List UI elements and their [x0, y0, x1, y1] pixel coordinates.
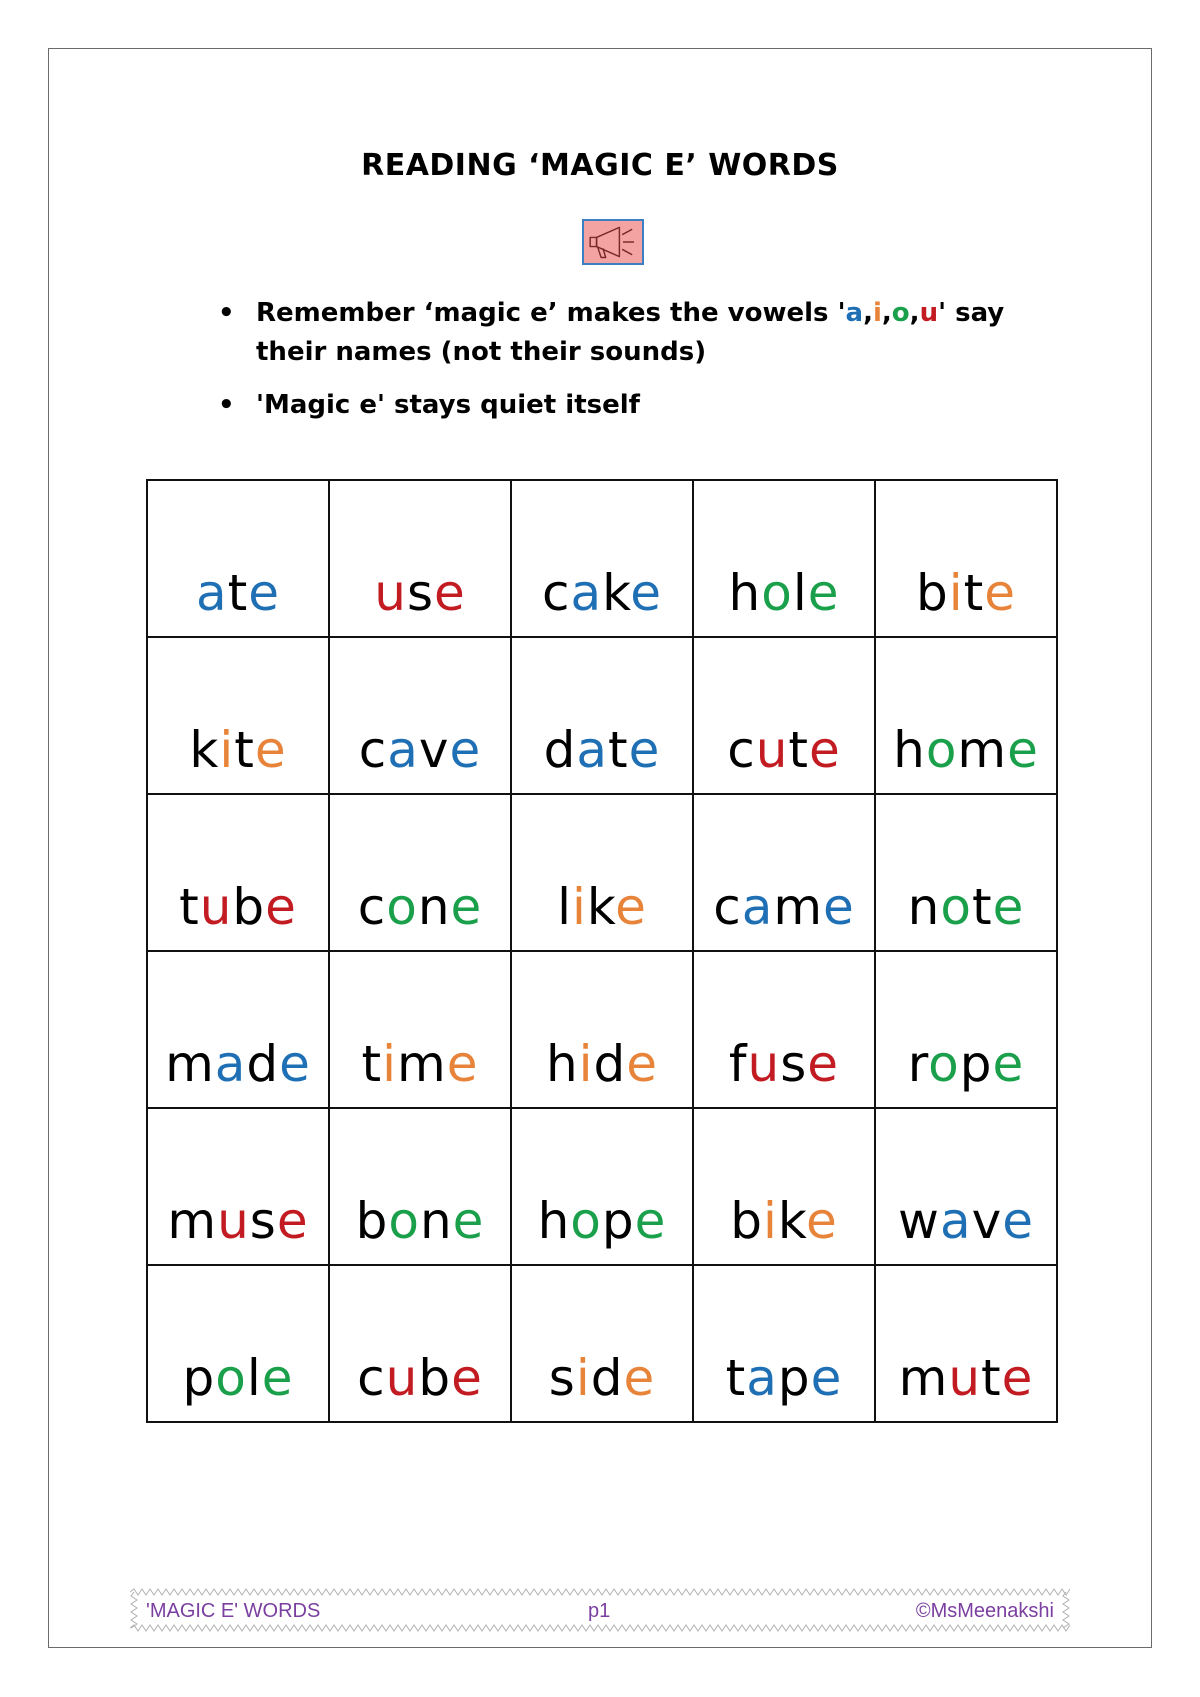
word-letter: t — [179, 878, 200, 936]
word-row — [147, 794, 1057, 951]
word-kite — [189, 721, 287, 793]
word-letter: u — [755, 721, 789, 779]
word-hide — [545, 1035, 659, 1107]
word-letter: t — [608, 721, 629, 779]
vowel-u: u — [919, 298, 939, 328]
word-letter: k — [602, 564, 631, 622]
word-tube — [179, 878, 297, 950]
word-letter: t — [725, 1349, 747, 1407]
word-letter: t — [963, 564, 985, 622]
word-letter: s — [406, 564, 434, 622]
instructions-list — [218, 294, 1018, 439]
word-made — [165, 1035, 311, 1107]
vowel-separator: , — [881, 298, 892, 328]
word-letter: c — [357, 1349, 386, 1407]
word-letter: o — [761, 564, 793, 622]
word-hole — [728, 564, 840, 636]
word-letter: e — [630, 564, 663, 622]
word-cell — [147, 1108, 329, 1265]
word-letter: e — [615, 878, 647, 936]
word-row — [147, 637, 1057, 794]
word-letter: e — [1007, 721, 1039, 779]
word-fuse — [728, 1035, 840, 1107]
word-letter: t — [227, 564, 249, 622]
word-letter: o — [940, 878, 972, 936]
word-letter: i — [762, 1192, 778, 1250]
word-letter: s — [548, 1349, 576, 1407]
word-letter: u — [199, 878, 233, 936]
word-letter: n — [419, 1192, 453, 1250]
word-letter: d — [590, 1349, 624, 1407]
word-cell — [147, 951, 329, 1108]
word-letter: k — [777, 1192, 807, 1250]
word-letter: u — [217, 1192, 250, 1250]
word-letter: a — [576, 721, 608, 779]
word-cell — [147, 794, 329, 951]
word-note — [907, 878, 1025, 950]
word-cell — [511, 794, 693, 951]
word-letter: e — [449, 721, 482, 779]
footer-left-text: 'MAGIC E' WORDS — [146, 1600, 321, 1622]
word-letter: e — [1002, 1192, 1034, 1250]
word-cell — [511, 951, 693, 1108]
word-letter: h — [545, 1035, 579, 1093]
word-letter: a — [214, 1035, 247, 1093]
word-letter: s — [249, 1192, 277, 1250]
word-cell — [329, 637, 511, 794]
word-letter: i — [948, 564, 964, 622]
word-came — [713, 878, 855, 950]
word-letter: e — [261, 1349, 294, 1407]
bullet-dot: • — [218, 298, 235, 328]
word-letter: h — [728, 564, 762, 622]
vowel-o: o — [891, 298, 910, 328]
word-row — [147, 1265, 1057, 1422]
word-cell — [329, 480, 511, 637]
word-cute — [727, 721, 841, 793]
word-row — [147, 1108, 1057, 1265]
word-letter: d — [593, 1035, 627, 1093]
copyright-text: ©MsMeenakshi — [915, 1600, 1054, 1622]
word-letter: b — [418, 1349, 452, 1407]
word-letter: e — [434, 564, 466, 622]
word-letter: b — [232, 878, 266, 936]
word-pole — [182, 1349, 294, 1421]
word-letter: n — [417, 878, 451, 936]
word-letter: l — [557, 878, 573, 936]
word-cell — [875, 794, 1057, 951]
word-letter: e — [810, 1349, 843, 1407]
word-letter: e — [806, 1192, 838, 1250]
word-letter: e — [809, 721, 841, 779]
word-cube — [357, 1349, 483, 1421]
word-letter: t — [361, 1035, 383, 1093]
word-cell — [147, 480, 329, 637]
word-letter: o — [570, 1192, 602, 1250]
word-letter: t — [234, 721, 255, 779]
word-letter: o — [386, 878, 418, 936]
word-letter: m — [167, 1192, 218, 1250]
word-letter: b — [730, 1192, 763, 1250]
word-row — [147, 480, 1057, 637]
megaphone-icon[interactable] — [582, 219, 644, 265]
word-letter: s — [780, 1035, 808, 1093]
instruction-text: Remember ‘magic e’ makes the vowels ' — [256, 298, 846, 328]
word-letter: a — [570, 564, 603, 622]
instruction-text: 'Magic e' stays quiet itself — [256, 390, 640, 420]
word-cell — [511, 1108, 693, 1265]
word-letter: e — [446, 1035, 479, 1093]
word-hope — [537, 1192, 667, 1264]
word-letter: e — [823, 878, 855, 936]
word-cake — [541, 564, 663, 636]
word-letter: m — [898, 1349, 949, 1407]
word-letter: i — [572, 878, 587, 936]
word-cell — [693, 637, 875, 794]
word-bike — [730, 1192, 838, 1264]
word-letter: e — [276, 1192, 309, 1250]
word-muse — [167, 1192, 309, 1264]
word-home — [893, 721, 1039, 793]
word-cell — [693, 1265, 875, 1422]
vowel-separator: , — [863, 298, 873, 328]
word-letter: m — [397, 1035, 447, 1093]
word-letter: a — [741, 878, 774, 936]
word-cell — [147, 1265, 329, 1422]
word-mute — [898, 1349, 1034, 1421]
word-letter: c — [727, 721, 756, 779]
word-rope — [907, 1035, 1025, 1107]
word-cell — [693, 951, 875, 1108]
word-cell — [329, 951, 511, 1108]
word-letter: p — [959, 1035, 993, 1093]
word-side — [548, 1349, 656, 1421]
word-letter: e — [992, 878, 1025, 936]
vowel-a: a — [845, 298, 864, 328]
bullet-dot: • — [218, 390, 235, 420]
word-letter: e — [279, 1035, 311, 1093]
word-letter: a — [387, 721, 419, 779]
word-like — [557, 878, 647, 950]
word-letter: l — [792, 564, 808, 622]
word-letter: o — [925, 721, 958, 779]
word-grid — [146, 479, 1058, 1423]
instruction-text: ' say their names (not their sounds) — [256, 298, 1005, 367]
word-letter: e — [248, 564, 280, 622]
word-letter: i — [578, 1035, 594, 1093]
word-cell — [875, 1108, 1057, 1265]
word-letter: h — [893, 721, 926, 779]
word-tape — [725, 1349, 843, 1421]
word-letter: u — [747, 1035, 781, 1093]
word-wave — [898, 1192, 1034, 1264]
word-letter: b — [355, 1192, 389, 1250]
word-letter: o — [388, 1192, 420, 1250]
word-cone — [357, 878, 483, 950]
word-letter: e — [265, 878, 297, 936]
vowel-i: i — [872, 298, 882, 328]
footer — [130, 1588, 1070, 1632]
word-letter: u — [385, 1349, 419, 1407]
word-letter: p — [777, 1349, 811, 1407]
word-letter: i — [575, 1349, 591, 1407]
word-letter: d — [543, 721, 577, 779]
word-letter: u — [948, 1349, 982, 1407]
word-date — [543, 721, 661, 793]
word-letter: e — [807, 564, 840, 622]
word-cell — [329, 794, 511, 951]
word-cell — [511, 637, 693, 794]
word-letter: e — [1001, 1349, 1034, 1407]
word-letter: h — [537, 1192, 571, 1250]
word-letter: m — [957, 721, 1008, 779]
word-letter: o — [928, 1035, 960, 1093]
vowel-separator: , — [909, 298, 920, 328]
word-letter: l — [246, 1349, 262, 1407]
word-letter: e — [254, 721, 287, 779]
word-letter: i — [382, 1035, 398, 1093]
word-letter: e — [984, 564, 1017, 622]
word-letter: d — [246, 1035, 280, 1093]
word-letter: b — [915, 564, 949, 622]
word-cell — [875, 480, 1057, 637]
word-letter: v — [418, 721, 450, 779]
word-cave — [358, 721, 482, 793]
word-bite — [915, 564, 1017, 636]
word-letter: e — [450, 878, 483, 936]
word-letter: p — [182, 1349, 216, 1407]
word-cell — [511, 480, 693, 637]
word-letter: u — [374, 564, 407, 622]
word-letter: r — [907, 1035, 929, 1093]
word-letter: e — [634, 1192, 667, 1250]
instruction-item-2 — [218, 386, 1018, 425]
word-cell — [147, 637, 329, 794]
instruction-item-1 — [218, 294, 1018, 372]
word-letter: e — [623, 1349, 656, 1407]
word-cell — [329, 1265, 511, 1422]
word-letter: k — [586, 878, 616, 936]
word-letter: p — [601, 1192, 635, 1250]
word-cell — [693, 1108, 875, 1265]
word-letter: t — [971, 878, 993, 936]
word-cell — [511, 1265, 693, 1422]
word-letter: c — [358, 721, 388, 779]
word-row — [147, 951, 1057, 1108]
word-letter: i — [219, 721, 235, 779]
word-time — [361, 1035, 479, 1107]
word-cell — [875, 1265, 1057, 1422]
word-letter: w — [898, 1192, 940, 1250]
word-letter: m — [773, 878, 824, 936]
word-letter: a — [746, 1349, 778, 1407]
word-letter: t — [981, 1349, 1002, 1407]
word-cell — [329, 1108, 511, 1265]
word-letter: e — [807, 1035, 840, 1093]
page-title: READING ‘MAGIC E’ WORDS — [361, 148, 839, 183]
word-letter: c — [713, 878, 742, 936]
word-letter: o — [215, 1349, 247, 1407]
word-letter: v — [971, 1192, 1003, 1250]
word-cell — [693, 480, 875, 637]
word-letter: e — [452, 1192, 485, 1250]
word-letter: c — [541, 564, 571, 622]
word-letter: m — [165, 1035, 215, 1093]
word-letter: a — [195, 564, 228, 622]
word-use — [374, 564, 466, 636]
word-ate — [195, 564, 280, 636]
word-letter: a — [939, 1192, 972, 1250]
word-cell — [875, 637, 1057, 794]
word-letter: c — [357, 878, 387, 936]
word-letter: e — [992, 1035, 1025, 1093]
word-letter: f — [728, 1035, 748, 1093]
word-letter: t — [788, 721, 810, 779]
page-number: p1 — [588, 1600, 611, 1622]
word-bone — [355, 1192, 485, 1264]
word-letter: k — [189, 721, 220, 779]
word-cell — [875, 951, 1057, 1108]
megaphone-icon-graphic — [584, 221, 642, 263]
word-letter: e — [626, 1035, 659, 1093]
word-letter: e — [628, 721, 661, 779]
word-letter: n — [907, 878, 941, 936]
word-cell — [693, 794, 875, 951]
word-letter: e — [451, 1349, 483, 1407]
